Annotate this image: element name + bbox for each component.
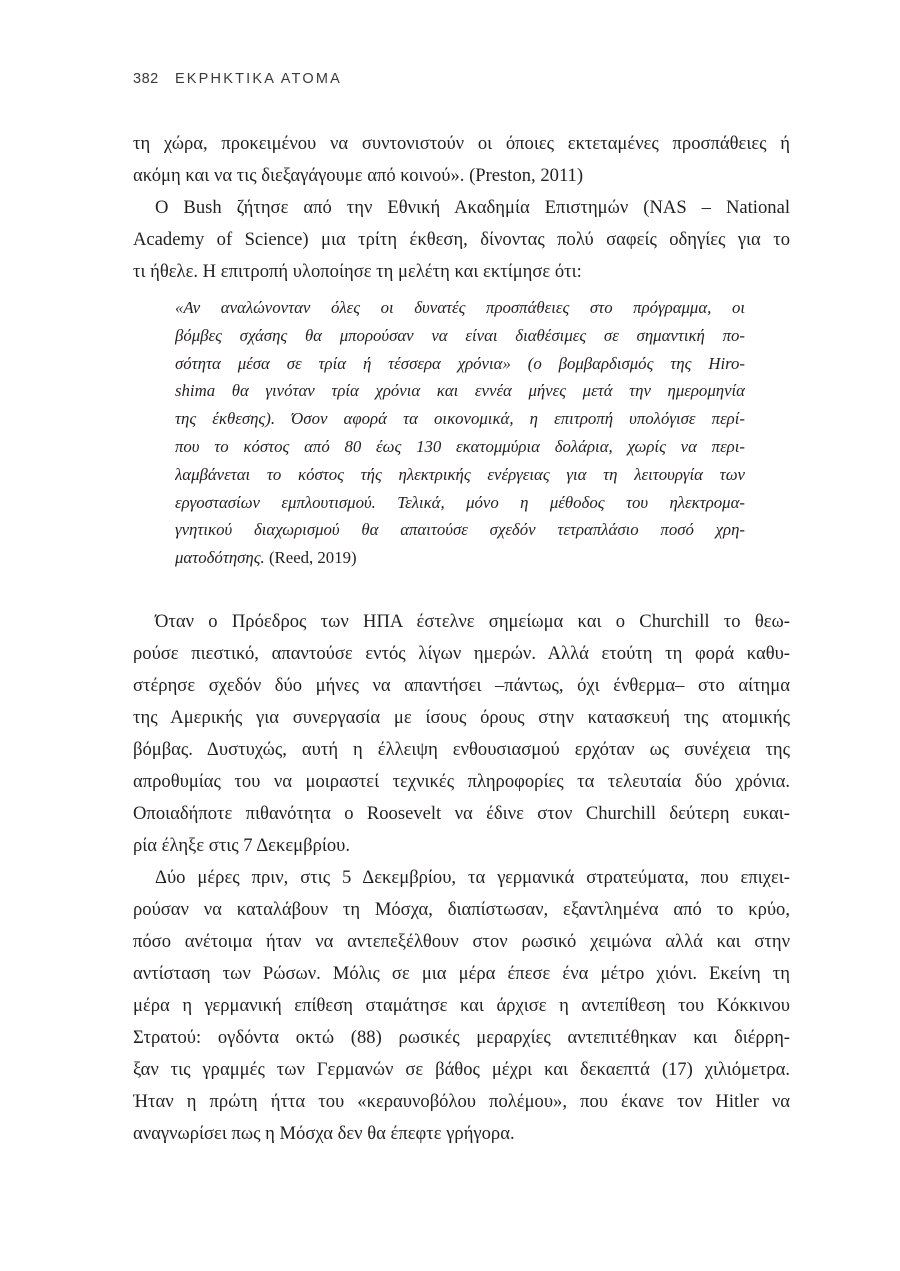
quote-last-words: ματοδότησης. <box>175 548 265 568</box>
text-line: τι ήθελε. Η επιτροπή υλοποίησε τη μελέτη και εκτίμησε ότι: <box>133 261 582 282</box>
text-line: τη χώρα, προκειμένου να συντονιστούν οι όποιες εκτεταμένες προσπάθειες ή <box>133 133 790 154</box>
text-line: ξαν τις γραμμές των Γερμανών σε βάθος μέχρι και δεκαεπτά (17) χιλιόμετρα. <box>133 1058 790 1080</box>
text-line: ρούσαν να καταλάβουν τη Μόσχα, διαπίστωσαν, εξαντλημένα από το κρύο, <box>133 898 790 920</box>
text-line: ρούσε πιεστικό, απαντούσε εντός λίγων ημερών. Αλλά ετούτη τη φορά καθυ- <box>133 642 790 664</box>
text-line: ακόμη και να τις διεξαγάγουμε από κοινού». (Preston, 2011) <box>133 165 584 186</box>
quote-citation: (Reed, 2019) <box>264 548 357 568</box>
text-line: απροθυμίας του να μοιραστεί τεχνικές πληροφορίες τα τελευταία δύο χρόνια. <box>133 770 790 792</box>
text-line: Δύο μέρες πριν, στις 5 Δεκεμβρίου, τα γερμανικά στρατεύματα, που επιχει- <box>155 866 790 888</box>
text-line: μέρα η γερμανική επίθεση σταμάτησε και άρχισε η αντεπίθεση του Κόκκινου <box>133 994 790 1016</box>
text-line: Στρατού: ογδόντα οκτώ (88) ρωσικές μεραρχίες αντεπιτέθηκαν και διέρρη- <box>133 1026 790 1048</box>
text-line: ρία έληξε στις 7 Δεκεμβρίου. <box>133 834 351 856</box>
book-title: ΕΚΡΗΚΤΙΚΑ ΑΤΟΜΑ <box>174 71 342 87</box>
text-line: Όταν ο Πρόεδρος των ΗΠΑ έστελνε σημείωμα και ο Churchill το θεω- <box>155 610 790 632</box>
running-head <box>133 71 342 87</box>
quote-line: βόμβες σχάσης θα μπορούσαν να είναι διαθέσιμες σε σημαντική πο- <box>175 325 745 345</box>
page-number: 382 <box>133 71 159 87</box>
quote-line: «Αν αναλώνονταν όλες οι δυνατές προσπάθειες στο πρόγραμμα, οι <box>175 298 745 317</box>
text-line: βόμβας. Δυστυχώς, αυτή η έλλειψη ενθουσιασμού ερχόταν ως συνέχεια της <box>133 738 790 760</box>
text-line: πόσο ανέτοιμα ήταν να αντεπεξέλθουν στον ρωσικό χειμώνα αλλά και στην <box>133 930 790 952</box>
text-line: της Αμερικής για συνεργασία με ίσους όρους στην κατασκευή της ατομικής <box>133 706 790 728</box>
quote-line: γνητικού διαχωρισμού θα απαιτούσε σχεδόν τετραπλάσιο ποσό χρη- <box>175 520 745 540</box>
paragraph-3 <box>133 606 790 862</box>
text-line: Ήταν η πρώτη ήττα του «κεραυνοβόλου πολέμου», που έκανε τον Hitler να <box>133 1090 790 1112</box>
text-line: αναγνωρίσει πως η Μόσχα δεν θα έπεφτε γρήγορα. <box>133 1122 515 1144</box>
text-line: Οποιαδήποτε πιθανότητα ο Roosevelt να έδινε στον Churchill δεύτερη ευκαι- <box>133 802 790 824</box>
text-line: Academy of Science) μια τρίτη έκθεση, δίνοντας πολύ σαφείς οδηγίες για το <box>133 229 790 250</box>
body-text <box>133 128 790 1150</box>
quote-line: shima θα γινόταν τρία χρόνια και εννέα μήνες μετά την ημερομηνία <box>175 381 745 401</box>
text-line: Ο Bush ζήτησε από την Εθνική Ακαδημία Επιστημών (NAS – National <box>155 197 790 218</box>
paragraph-4 <box>133 862 790 1150</box>
quote-line: εργοστασίων εμπλουτισμού. Τελικά, μόνο η μέθοδος του ηλεκτρομα- <box>175 492 745 512</box>
quote-line <box>175 544 745 572</box>
paragraph-1 <box>133 128 790 192</box>
paragraph-2 <box>133 192 790 288</box>
quote-line: της έκθεσης). Όσον αφορά τα οικονομικά, η επιτροπή υπολόγισε περί- <box>175 409 745 429</box>
quote-line: λαμβάνεται το κόστος τής ηλεκτρικής ενέργειας για τη λειτουργία των <box>175 464 745 484</box>
text-line: στέρησε σχεδόν δύο μήνες να απαντήσει –πάντως, όχι ένθερμα– στο αίτημα <box>133 674 790 696</box>
text-line: αντίσταση των Ρώσων. Μόλις σε μια μέρα έπεσε ένα μέτρο χιόνι. Εκείνη τη <box>133 962 790 984</box>
block-quote <box>133 294 790 572</box>
quote-line: που το κόστος από 80 έως 130 εκατομμύρια δολάρια, χωρίς να περι- <box>175 436 745 456</box>
quote-line: σότητα μέσα σε τρία ή τέσσερα χρόνια» (ο βομβαρδισμός της Hiro- <box>175 353 745 373</box>
